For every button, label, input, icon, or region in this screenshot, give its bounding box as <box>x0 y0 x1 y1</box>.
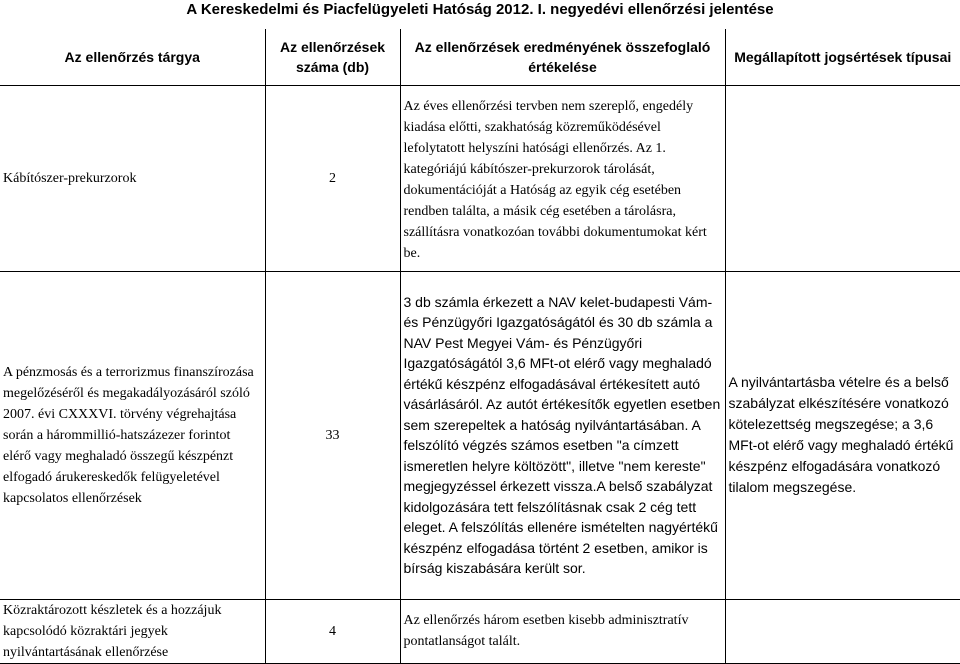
cell-violations <box>725 85 960 271</box>
header-count: Az ellenőrzések száma (db) <box>265 29 400 85</box>
cell-count: 2 <box>265 85 400 271</box>
table-row <box>0 85 960 271</box>
cell-subject: Kábítószer-prekurzorok <box>0 85 265 271</box>
cell-count: 33 <box>265 271 400 599</box>
header-summary: Az ellenőrzések eredményének összefoglaló értékelése <box>400 29 725 85</box>
table-row <box>0 599 960 663</box>
cell-subject: A pénzmosás és a terrorizmus finanszírozása megelőzéséről és megakadályozásáról szóló 2007. évi CXXXVI. törvény végrehajtása során a hárommillió-hatszázezer forintot elérő vagy meghaladó összegű készpénzt elfogadó árukereskedők felügyeletével kapcsolatos ellenőrzések <box>0 271 265 599</box>
table-row <box>0 271 960 599</box>
cell-subject: Közraktározott készletek és a hozzájuk kapcsolódó közraktári jegyek nyilvántartásának ellenőrzése <box>0 599 265 663</box>
cell-summary: 3 db számla érkezett a NAV kelet-budapesti Vám- és Pénzügyőri Igazgatóságától és 30 db számla a NAV Pest Megyei Vám- és Pénzügyőri Igazgatóságától 3,6 MFt-ot elérő vagy meghaladó értékű készpénz elfogadásával értékesített autó vásárlásáról. Az autót értékesítők egyetlen esetben sem szerepeltek a hatóság nyilvántartásában. A felszólító végzés számos esetben "a címzett ismeretlen helyre költözött", illetve "nem kereste" megjegyzéssel érkezett vissza.A belső szabályzat kidolgozására tett felszólításnak csak 2 cég tett eleget. A felszólítás ellenére ismételten nagyértékű készpénz elfogadása történt 2 esetben, amikor is bírság kiszabására került sor. <box>400 271 725 599</box>
document-title: A Kereskedelmi és Piacfelügyeleti Hatóság 2012. I. negyedévi ellenőrzési jelentése <box>186 1 774 18</box>
cell-summary: Az éves ellenőrzési tervben nem szereplő, engedély kiadása előtti, szakhatóság közreműködésével lefolytatott helyszíni hatósági ellenőrzés. Az 1. kategóriájú kábítószer-prekurzorok tárolását, dokumentációját a Hatóság az egyik cég esetében rendben találta, a másik cég esetében a tárolásra, szállításra vonatkozóan további dokumentumokat kért be. <box>400 85 725 271</box>
cell-violations: A nyilvántartásba vételre és a belső szabályzat elkészítésére vonatkozó kötelezettség megszegése; a 3,6 MFt-ot elérő vagy meghaladó értékű készpénz elfogadására vonatkozó tilalom megszegése. <box>725 271 960 599</box>
header-violations: Megállapított jogsértések típusai <box>725 29 960 85</box>
cell-summary: Az ellenőrzés három esetben kisebb adminisztratív pontatlanságot talált. <box>400 599 725 663</box>
inspection-table <box>0 29 960 664</box>
cell-violations <box>725 599 960 663</box>
table-header-row <box>0 29 960 85</box>
header-subject: Az ellenőrzés tárgya <box>0 29 265 85</box>
cell-count: 4 <box>265 599 400 663</box>
